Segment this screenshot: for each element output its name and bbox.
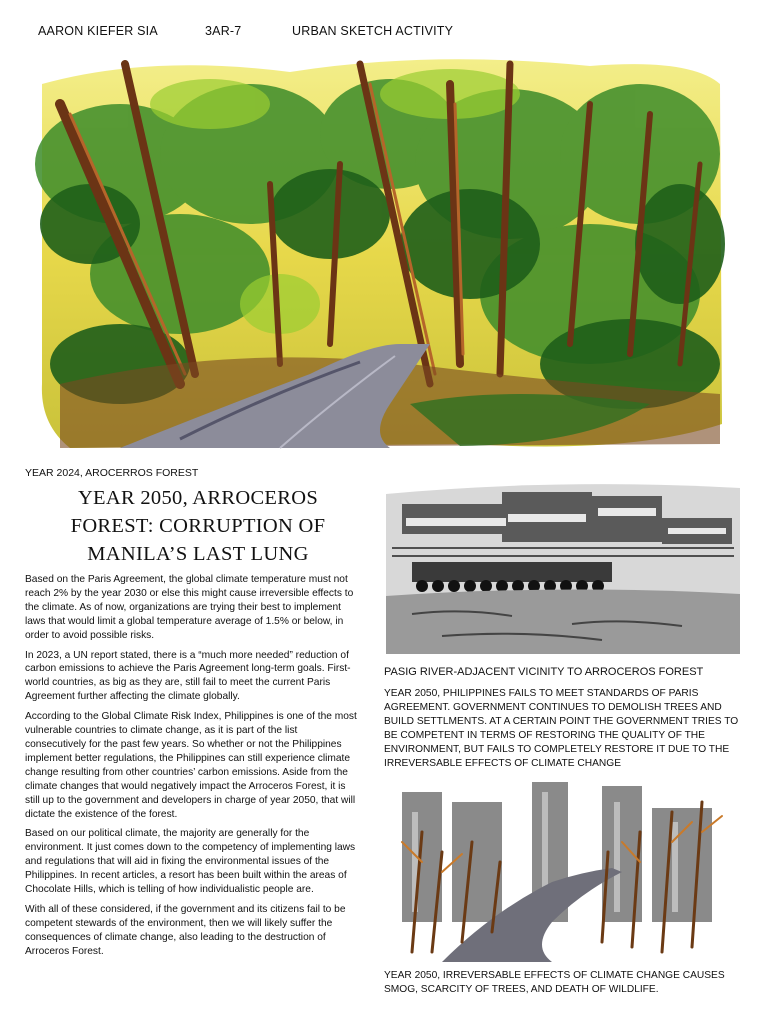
- forest-caption: YEAR 2024, AROCERROS FOREST: [25, 467, 199, 479]
- title-line: MANILA’S LAST LUNG: [87, 543, 309, 565]
- paragraph: Based on the Paris Agreement, the global climate temperature must not reach 2% by the year 2030 or else this might cause irreversible effects to the climate. As of now, organizations are trying their best to implement laws that would limit a global temperature average of 1.5% or below, in order to avoid possible risks.: [25, 574, 354, 641]
- paragraph: With all of these considered, if the government and its citizens fail to be competent stewards of the environment, then we will likely suffer the consequences of climate change, also leading to the destruction of Arroceros Forest.: [25, 903, 346, 957]
- activity-title: URBAN SKETCH ACTIVITY: [292, 24, 454, 38]
- paragraph: In 2023, a UN report stated, there is a “much more needed” reduction of carbon emissions to achieve the Paris Agreement long-term goals. First-world countries, as big as they are, still fail to meet the current Paris Agreement further affecting the climate globally.: [25, 649, 351, 703]
- paragraph: Based on our political climate, the majority are generally for the environment. It just comes down to the competency of implementing laws and regulations that will aid in fixing the environmental issues of the Philippines. In recent articles, a resort has been built within the areas of Chocolate Hills, which is telling of how individualistic people are.: [25, 828, 356, 896]
- forest-sketch: [30, 44, 734, 458]
- article-body: [25, 573, 361, 965]
- title-line: FOREST: CORRUPTION OF: [70, 515, 326, 537]
- author-name: AARON KIEFER SIA: [38, 24, 158, 38]
- river-caption: PASIG RIVER-ADJACENT VICINITY TO ARROCEROS FOREST: [384, 666, 704, 678]
- article-title: [25, 484, 371, 568]
- title-line: YEAR 2050, ARROCEROS: [77, 487, 319, 509]
- river-description: YEAR 2050, PHILIPPINES FAILS TO MEET STANDARDS OF PARIS AGREEMENT. GOVERNMENT CONTINUES TO DEMOLISH TREES AND BUILD SETTLMENTS. AT A CERTAIN POINT THE GOVERNMENT TRIES TO BE COMPETENT IN TERMS OF RESTORING THE QUALITY OF THE ENVIRONMENT, BUT FAILS TO COMPLETELY RESTORE IT DUE TO THE IRREVERSABLE EFFECTS OF CLIMATE CHANGE: [384, 688, 739, 769]
- river-sketch: [382, 474, 744, 658]
- paragraph: According to the Global Climate Risk Index, Philippines is one of the most vulnerable countries to climate change, as it is part of the list consecutively for the past few years. So whether or not the Philippines implement better regulations, the Philippines can still experience climate change resulting from other countries’ carbon emissions. Aside from the climate changes that would negatively impact the Arroceros Forest, it is still up to the government and developers in charge of year 2050, that will dictate the existence of the forest.: [25, 711, 357, 820]
- smog-caption: YEAR 2050, IRREVERSABLE EFFECTS OF CLIMATE CHANGE CAUSES SMOG, SCARCITY OF TREES, AND DEATH OF WILDLIFE.: [384, 970, 725, 995]
- section-code: 3AR-7: [205, 24, 242, 38]
- smog-sketch: [382, 772, 744, 962]
